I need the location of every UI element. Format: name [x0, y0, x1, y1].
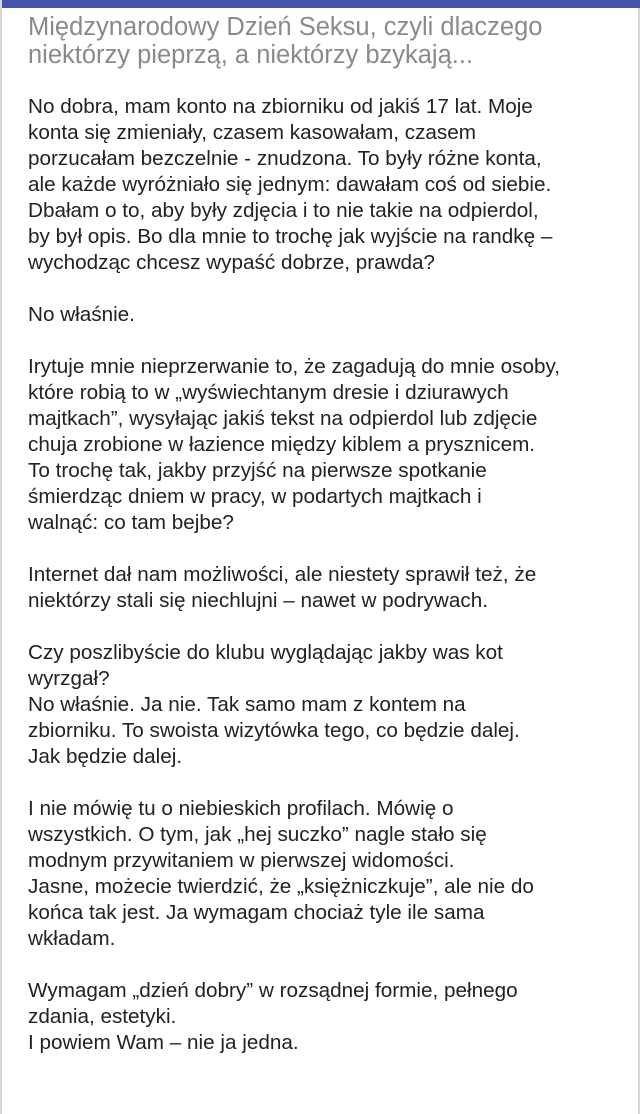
text-line: końca tak jest. Ja wymagam chociaż tyle ile sama: [28, 901, 485, 924]
text-line: ale każde wyróżniało się jednym: dawałam coś od siebie.: [28, 173, 552, 196]
text-line: wszystkich. O tym, jak „hej suczko” nagle stało się: [28, 823, 487, 846]
text-line: No właśnie.: [28, 303, 135, 326]
text-line: wyrzgał?: [28, 667, 110, 690]
text-line: No właśnie. Ja nie. Tak samo mam z kontem na: [28, 693, 466, 716]
post-paragraph: [28, 302, 628, 328]
text-line: śmierdząc dniem w pracy, w podartych majtkach i: [28, 485, 482, 508]
post-paragraph: [28, 640, 628, 770]
text-line: Wymagam „dzień dobry” w rozsądnej formie, pełnego: [28, 979, 518, 1002]
text-line: majtkach”, wysyłając jakiś tekst na odpierdol lub zdjęcie: [28, 407, 538, 430]
text-line: Jasne, możecie twierdzić, że „księżniczkuje”, ale nie do: [28, 875, 534, 898]
text-line: I powiem Wam – nie ja jedna.: [28, 1031, 299, 1054]
text-line: To trochę tak, jakby przyjść na pierwsze spotkanie: [28, 459, 487, 482]
text-line: porzucałam bezczelnie - znudzona. To były różne konta,: [28, 147, 542, 170]
post-paragraph: [28, 94, 628, 276]
text-line: zbiorniku. To swoista wizytówka tego, co będzie dalej.: [28, 719, 520, 742]
text-line: konta się zmieniały, czasem kasowałam, czasem: [28, 121, 477, 144]
text-line: walnąć: co tam bejbe?: [28, 511, 234, 534]
post-paragraph: [28, 796, 628, 952]
text-line: Czy poszlibyście do klubu wyglądając jakby was kot: [28, 641, 503, 664]
post-body: [28, 94, 628, 1082]
text-line: by był opis. Bo dla mnie to trochę jak wyjście na randkę –: [28, 225, 553, 248]
post-title: [28, 13, 618, 69]
post-title-line: niektórzy pieprzą, a niektórzy bzykają...: [28, 41, 474, 69]
text-line: Jak będzie dalej.: [28, 745, 183, 768]
text-line: modnym przywitaniem w pierwszej widomości.: [28, 849, 455, 872]
text-line: Dbałam o to, aby były zdjęcia i to nie takie na odpierdol,: [28, 199, 539, 222]
text-line: I nie mówię tu o niebieskich profilach. Mówię o: [28, 797, 454, 820]
text-line: No dobra, mam konto na zbiorniku od jakiś 17 lat. Moje: [28, 95, 533, 118]
text-line: niektórzy stali się niechlujni – nawet w podrywach.: [28, 589, 488, 612]
text-line: które robią to w „wyświechtanym dresie i dziurawych: [28, 381, 509, 404]
text-line: zdania, estetyki.: [28, 1005, 177, 1028]
text-line: wychodząc chcesz wypaść dobrze, prawda?: [28, 251, 436, 274]
text-line: chuja zrobione w łazience między kiblem a prysznicem.: [28, 433, 536, 456]
post-title-line: Międzynarodowy Dzień Seksu, czyli dlaczego: [28, 13, 543, 41]
text-line: Irytuje mnie nieprzerwanie to, że zagadują do mnie osoby,: [28, 355, 561, 378]
post-paragraph: [28, 562, 628, 614]
text-line: wkładam.: [28, 927, 116, 950]
post-paragraph: [28, 978, 628, 1056]
top-accent-bar: [2, 0, 640, 8]
text-line: Internet dał nam możliwości, ale niestety sprawił też, że: [28, 563, 537, 586]
post-paragraph: [28, 354, 628, 536]
